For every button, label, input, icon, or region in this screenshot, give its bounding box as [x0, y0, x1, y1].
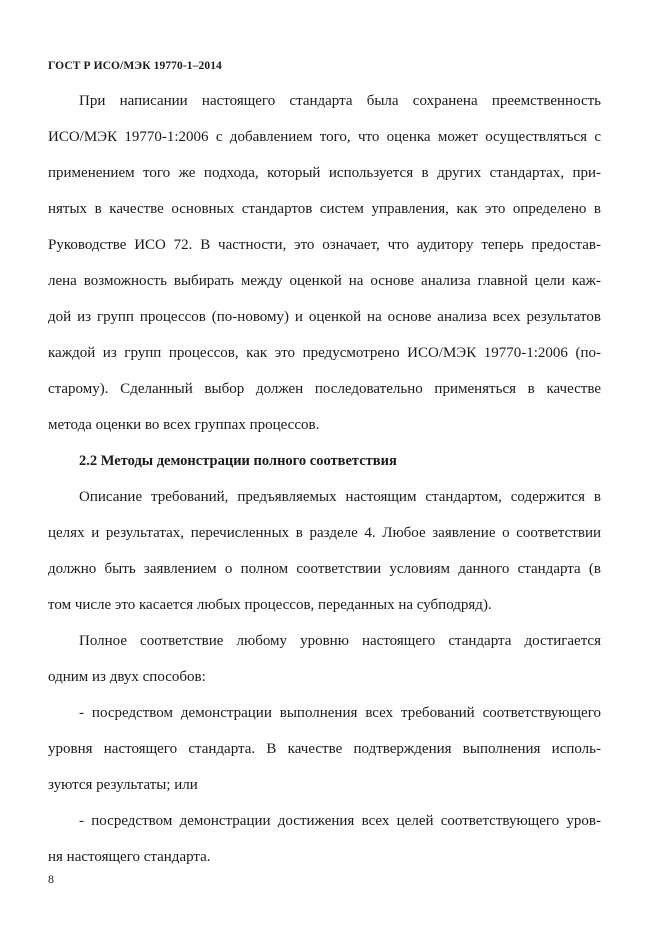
paragraph-requirements [48, 486, 601, 630]
text-line: ня настоящего стандарта. [48, 849, 211, 865]
text-line: Руководстве ИСО 72. В частности, это означает, что аудитору теперь предостав- [48, 237, 601, 253]
paragraph-full-compliance [48, 630, 601, 702]
text-line: старому). Сделанный выбор должен последовательно применяться в качестве [48, 381, 601, 397]
text-line: нятых в качестве основных стандартов систем управления, как это определено в [48, 201, 601, 217]
text-line: Описание требований, предъявляемых настоящим стандартом, содержится в [79, 489, 601, 505]
text-line: При написании настоящего стандарта была сохранена преемственность [79, 93, 601, 109]
section-heading: 2.2 Методы демонстрации полного соответствия [79, 453, 397, 469]
text-line: уровня настоящего стандарта. В качестве подтверждения выполнения исполь- [48, 741, 601, 757]
text-line: дой из групп процессов (по-новому) и оценкой на основе анализа всех результатов [48, 309, 601, 325]
page-number: 8 [48, 872, 54, 886]
paragraph-continuity [48, 90, 601, 450]
text-line: лена возможность выбирать между оценкой на основе анализа главной цели каж- [48, 273, 601, 289]
text-line: зуются результаты; или [48, 777, 198, 793]
list-item-goals [48, 810, 601, 882]
text-line: ИСО/МЭК 19770-1:2006 с добавлением того, что оценка может осуществляться с [48, 129, 601, 145]
text-line: - посредством демонстрации достижения всех целей соответствующего уров- [79, 813, 601, 829]
text-line: каждой из групп процессов, как это предусмотрено ИСО/МЭК 19770-1:2006 (по- [48, 345, 601, 361]
text-line: должно быть заявлением о полном соответствии условиям данного стандарта (в [48, 561, 601, 577]
text-line: - посредством демонстрации выполнения всех требований соответствующего [79, 705, 601, 721]
text-line: том числе это касается любых процессов, переданных на субподряд). [48, 597, 492, 613]
text-line: применением того же подхода, который используется в других стандартах, при- [48, 165, 601, 181]
page-content [48, 90, 601, 882]
text-line: одним из двух способов: [48, 669, 206, 685]
text-line: Полное соответствие любому уровню настоящего стандарта достигается [79, 633, 601, 649]
text-line: метода оценки во всех группах процессов. [48, 417, 320, 433]
document-header: ГОСТ Р ИСО/МЭК 19770-1–2014 [48, 60, 222, 72]
text-line: целях и результатах, перечисленных в разделе 4. Любое заявление о соответствии [48, 525, 601, 541]
list-item-requirements [48, 702, 601, 810]
